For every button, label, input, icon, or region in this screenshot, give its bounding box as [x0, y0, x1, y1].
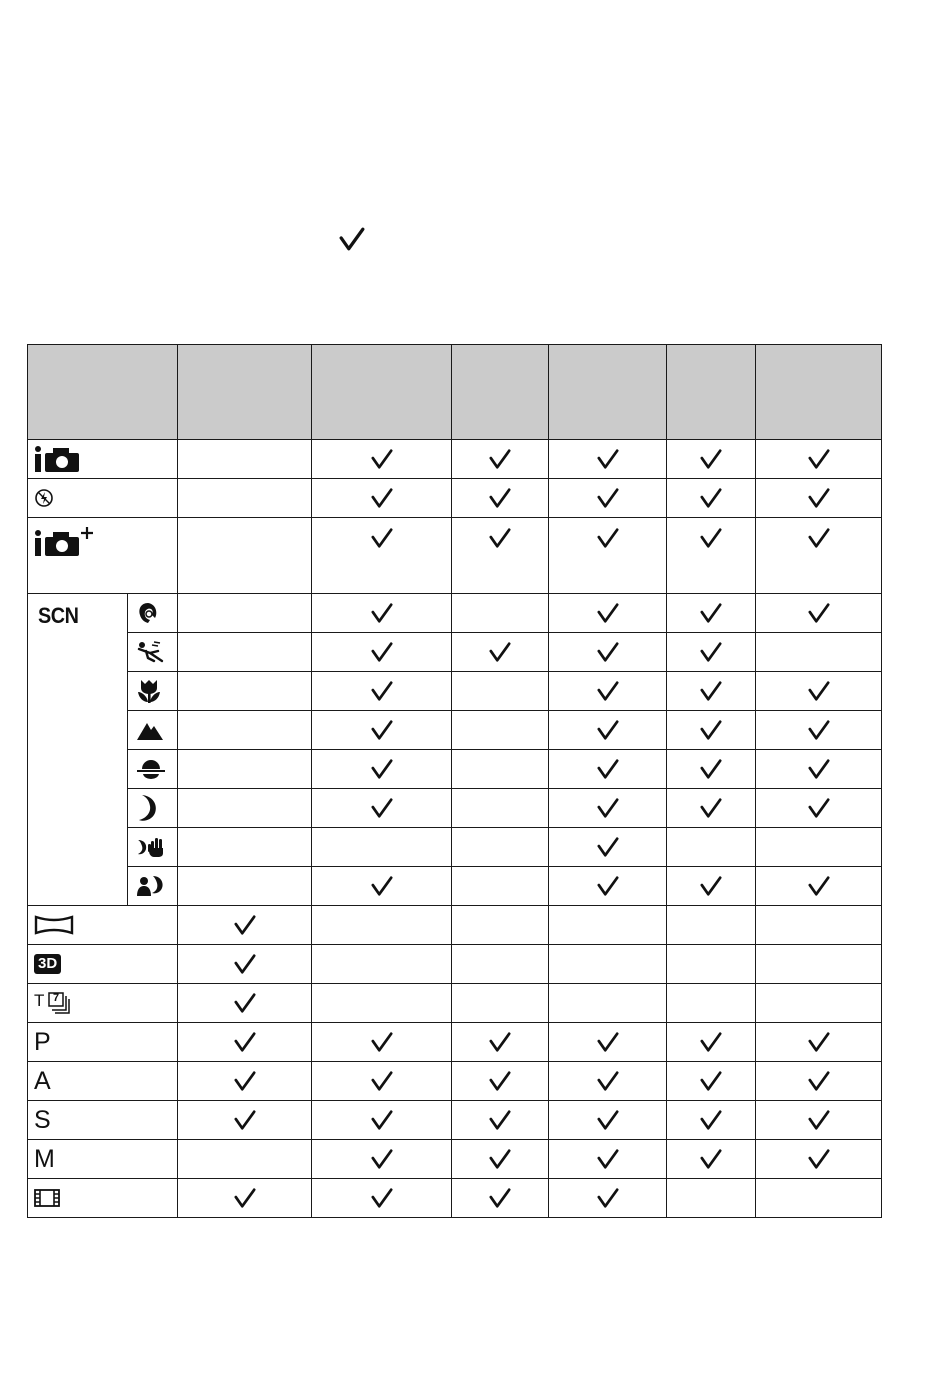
table-row: [28, 479, 882, 518]
check-cell: [312, 672, 452, 711]
table-row: [28, 984, 882, 1023]
check-icon: [597, 527, 619, 549]
check-icon: [371, 797, 393, 819]
check-cell: [549, 906, 667, 945]
check-cell: [756, 828, 882, 867]
check-cell: [178, 828, 312, 867]
check-cell: [549, 1062, 667, 1101]
check-cell: [452, 711, 549, 750]
mode-cell: [28, 1023, 178, 1062]
check-cell: [756, 1101, 882, 1140]
header-cell-1: [178, 345, 312, 440]
check-icon: [371, 1070, 393, 1092]
check-cell: [312, 518, 452, 594]
check-cell: [667, 1023, 756, 1062]
continuous-priority-ae-icon: [34, 991, 76, 1015]
mode-cell: [128, 750, 178, 789]
check-icon: [234, 1070, 256, 1092]
check-cell: [452, 1062, 549, 1101]
check-icon: [700, 448, 722, 470]
check-cell: [667, 867, 756, 906]
check-cell: [178, 479, 312, 518]
check-cell: [549, 945, 667, 984]
mode-cell: [28, 440, 178, 479]
check-icon: [808, 1148, 830, 1170]
check-icon: [700, 1070, 722, 1092]
check-icon: [808, 719, 830, 741]
superior-auto-icon: [34, 527, 94, 557]
check-cell: [549, 518, 667, 594]
legend-check-icon: [339, 226, 365, 252]
check-icon: [700, 719, 722, 741]
mode-m-label: M: [34, 1144, 55, 1173]
check-cell: [667, 633, 756, 672]
check-cell: [452, 867, 549, 906]
check-icon: [700, 1109, 722, 1131]
check-icon: [597, 448, 619, 470]
table-row: [28, 906, 882, 945]
header-cell-5: [667, 345, 756, 440]
mode-cell: [128, 672, 178, 711]
check-cell: [756, 518, 882, 594]
check-icon: [700, 758, 722, 780]
mode-cell: [128, 594, 178, 633]
check-cell: [452, 984, 549, 1023]
header-cell-4: [549, 345, 667, 440]
mode-cell: [28, 1062, 178, 1101]
table-row: [28, 750, 882, 789]
table-row: [28, 672, 882, 711]
check-cell: [756, 672, 882, 711]
check-icon: [489, 641, 511, 663]
mode-a-label: A: [34, 1066, 51, 1095]
night-scene-icon: [136, 794, 158, 822]
check-cell: [756, 906, 882, 945]
check-icon: [371, 1031, 393, 1053]
check-cell: [756, 1062, 882, 1101]
check-cell: [756, 945, 882, 984]
check-icon: [700, 602, 722, 624]
check-cell: [667, 440, 756, 479]
check-icon: [597, 836, 619, 858]
check-cell: [667, 1179, 756, 1218]
check-icon: [371, 680, 393, 702]
check-icon: [808, 1031, 830, 1053]
check-cell: [667, 1062, 756, 1101]
check-cell: [178, 440, 312, 479]
check-cell: [549, 1140, 667, 1179]
check-cell: [756, 711, 882, 750]
check-icon: [489, 487, 511, 509]
night-portrait-icon: [136, 874, 166, 898]
check-cell: [312, 789, 452, 828]
header-cell-mode: [28, 345, 178, 440]
sweep-panorama-icon: [34, 915, 74, 935]
check-icon: [489, 1070, 511, 1092]
check-cell: [667, 711, 756, 750]
scn-label: SCN: [38, 603, 79, 628]
mode-compatibility-table: [27, 344, 882, 1218]
check-cell: [312, 594, 452, 633]
check-icon: [234, 1187, 256, 1209]
check-cell: [312, 867, 452, 906]
check-icon: [808, 875, 830, 897]
check-cell: [178, 633, 312, 672]
check-cell: [452, 1023, 549, 1062]
mode-cell: [28, 1101, 178, 1140]
check-cell: [667, 1101, 756, 1140]
movie-icon: [34, 1188, 60, 1208]
check-icon: [808, 680, 830, 702]
check-icon: [597, 1109, 619, 1131]
check-cell: [312, 1179, 452, 1218]
check-cell: [452, 479, 549, 518]
check-cell: [178, 1101, 312, 1140]
table-row: [28, 518, 882, 594]
check-icon: [371, 1109, 393, 1131]
check-icon: [489, 1031, 511, 1053]
check-cell: [549, 828, 667, 867]
check-cell: [452, 672, 549, 711]
check-cell: [178, 1179, 312, 1218]
check-cell: [549, 711, 667, 750]
check-cell: [667, 479, 756, 518]
check-cell: [549, 750, 667, 789]
check-icon: [808, 797, 830, 819]
check-cell: [178, 750, 312, 789]
mode-p-label: P: [34, 1027, 51, 1056]
check-icon: [234, 1031, 256, 1053]
table-row: [28, 594, 882, 633]
check-icon: [700, 680, 722, 702]
table-row: [28, 867, 882, 906]
check-cell: [549, 1179, 667, 1218]
scn-group-cell: [28, 594, 128, 906]
check-cell: [452, 789, 549, 828]
check-cell: [178, 1062, 312, 1101]
check-icon: [489, 1148, 511, 1170]
header-cell-2: [312, 345, 452, 440]
check-cell: [178, 867, 312, 906]
check-icon: [489, 1187, 511, 1209]
check-icon: [808, 487, 830, 509]
check-cell: [452, 594, 549, 633]
table-row: [28, 633, 882, 672]
check-cell: [312, 750, 452, 789]
check-icon: [371, 602, 393, 624]
table-row: [28, 828, 882, 867]
check-icon: [234, 914, 256, 936]
check-icon: [597, 680, 619, 702]
mode-cell: [28, 1140, 178, 1179]
portrait-icon: [136, 601, 160, 625]
mode-cell: [128, 828, 178, 867]
check-cell: [178, 518, 312, 594]
check-cell: [178, 1140, 312, 1179]
check-icon: [700, 487, 722, 509]
check-icon: [597, 1031, 619, 1053]
check-icon: [371, 641, 393, 663]
mode-cell: [28, 984, 178, 1023]
check-icon: [371, 758, 393, 780]
check-cell: [667, 789, 756, 828]
sports-icon: [136, 641, 166, 663]
check-cell: [312, 1023, 452, 1062]
table-row: [28, 1023, 882, 1062]
check-cell: [667, 828, 756, 867]
check-cell: [756, 479, 882, 518]
table-row: [28, 1101, 882, 1140]
mode-cell: [28, 479, 178, 518]
mode-cell: [28, 945, 178, 984]
mode-cell: [128, 789, 178, 828]
check-cell: [312, 479, 452, 518]
check-cell: [756, 750, 882, 789]
check-cell: [549, 867, 667, 906]
check-icon: [597, 602, 619, 624]
check-icon: [371, 719, 393, 741]
check-icon: [700, 797, 722, 819]
check-cell: [312, 1140, 452, 1179]
check-cell: [756, 1023, 882, 1062]
check-cell: [312, 945, 452, 984]
header-cell-6: [756, 345, 882, 440]
check-cell: [178, 945, 312, 984]
seven-label: 7: [53, 992, 60, 1004]
check-icon: [700, 641, 722, 663]
check-cell: [756, 1140, 882, 1179]
check-cell: [549, 594, 667, 633]
mode-cell: [28, 906, 178, 945]
check-cell: [178, 1023, 312, 1062]
check-icon: [808, 527, 830, 549]
check-cell: [178, 711, 312, 750]
check-icon: [597, 487, 619, 509]
check-cell: [667, 594, 756, 633]
mode-cell: [128, 711, 178, 750]
check-cell: [452, 440, 549, 479]
check-icon: [597, 797, 619, 819]
check-cell: [667, 518, 756, 594]
check-cell: [452, 1101, 549, 1140]
header-cell-3: [452, 345, 549, 440]
check-cell: [549, 789, 667, 828]
check-icon: [371, 1187, 393, 1209]
check-cell: [312, 711, 452, 750]
check-cell: [452, 906, 549, 945]
check-icon: [700, 875, 722, 897]
check-cell: [667, 906, 756, 945]
table-row: [28, 945, 882, 984]
check-cell: [178, 789, 312, 828]
check-cell: [667, 750, 756, 789]
check-cell: [178, 672, 312, 711]
check-icon: [371, 875, 393, 897]
check-cell: [312, 440, 452, 479]
check-cell: [452, 1140, 549, 1179]
check-cell: [549, 633, 667, 672]
check-cell: [756, 789, 882, 828]
check-cell: [452, 633, 549, 672]
3d-icon: [34, 954, 61, 974]
check-icon: [371, 527, 393, 549]
check-cell: [549, 1023, 667, 1062]
check-icon: [808, 448, 830, 470]
check-cell: [667, 945, 756, 984]
check-cell: [452, 750, 549, 789]
check-cell: [312, 906, 452, 945]
check-cell: [549, 479, 667, 518]
check-icon: [489, 527, 511, 549]
check-icon: [371, 448, 393, 470]
check-cell: [312, 633, 452, 672]
check-cell: [667, 672, 756, 711]
check-cell: [452, 1179, 549, 1218]
mode-cell: [128, 633, 178, 672]
mode-cell: [28, 1179, 178, 1218]
check-cell: [756, 1179, 882, 1218]
check-icon: [700, 1148, 722, 1170]
check-cell: [312, 1062, 452, 1101]
check-icon: [597, 758, 619, 780]
check-icon: [371, 487, 393, 509]
check-cell: [756, 440, 882, 479]
mode-cell: [128, 867, 178, 906]
check-icon: [597, 875, 619, 897]
table-row: [28, 1062, 882, 1101]
check-cell: [178, 906, 312, 945]
macro-icon: [136, 678, 162, 704]
check-icon: [597, 641, 619, 663]
flash-off-icon: [34, 488, 54, 508]
table-row: [28, 711, 882, 750]
check-cell: [452, 518, 549, 594]
check-cell: [549, 672, 667, 711]
t-label: T: [34, 991, 45, 1010]
check-icon: [489, 1109, 511, 1131]
check-icon: [597, 719, 619, 741]
check-icon: [371, 1148, 393, 1170]
table-row: [28, 440, 882, 479]
table-row: [28, 1179, 882, 1218]
table-row: [28, 789, 882, 828]
check-icon: [234, 1109, 256, 1131]
check-cell: [178, 984, 312, 1023]
check-cell: [452, 945, 549, 984]
header-row: [28, 345, 882, 440]
check-icon: [597, 1187, 619, 1209]
check-cell: [312, 984, 452, 1023]
check-cell: [756, 867, 882, 906]
check-icon: [700, 1031, 722, 1053]
check-cell: [667, 1140, 756, 1179]
check-icon: [700, 527, 722, 549]
check-icon: [808, 602, 830, 624]
check-icon: [234, 992, 256, 1014]
check-icon: [808, 1109, 830, 1131]
check-icon: [489, 448, 511, 470]
check-icon: [597, 1070, 619, 1092]
check-icon: [597, 1148, 619, 1170]
sunset-icon: [136, 757, 166, 781]
3d-label: 3D: [38, 955, 58, 972]
intelligent-auto-icon: [34, 445, 80, 473]
check-icon: [808, 1070, 830, 1092]
check-cell: [549, 1101, 667, 1140]
check-icon: [234, 953, 256, 975]
check-icon: [808, 758, 830, 780]
check-cell: [756, 633, 882, 672]
check-cell: [549, 440, 667, 479]
mode-cell: [28, 518, 178, 594]
check-cell: [756, 984, 882, 1023]
landscape-icon: [136, 719, 164, 741]
hand-held-twilight-icon: [136, 836, 166, 858]
check-cell: [549, 984, 667, 1023]
check-cell: [312, 828, 452, 867]
check-cell: [756, 594, 882, 633]
check-cell: [312, 1101, 452, 1140]
table-row: [28, 1140, 882, 1179]
check-cell: [452, 828, 549, 867]
mode-s-label: S: [34, 1105, 51, 1134]
check-cell: [178, 594, 312, 633]
check-cell: [667, 984, 756, 1023]
